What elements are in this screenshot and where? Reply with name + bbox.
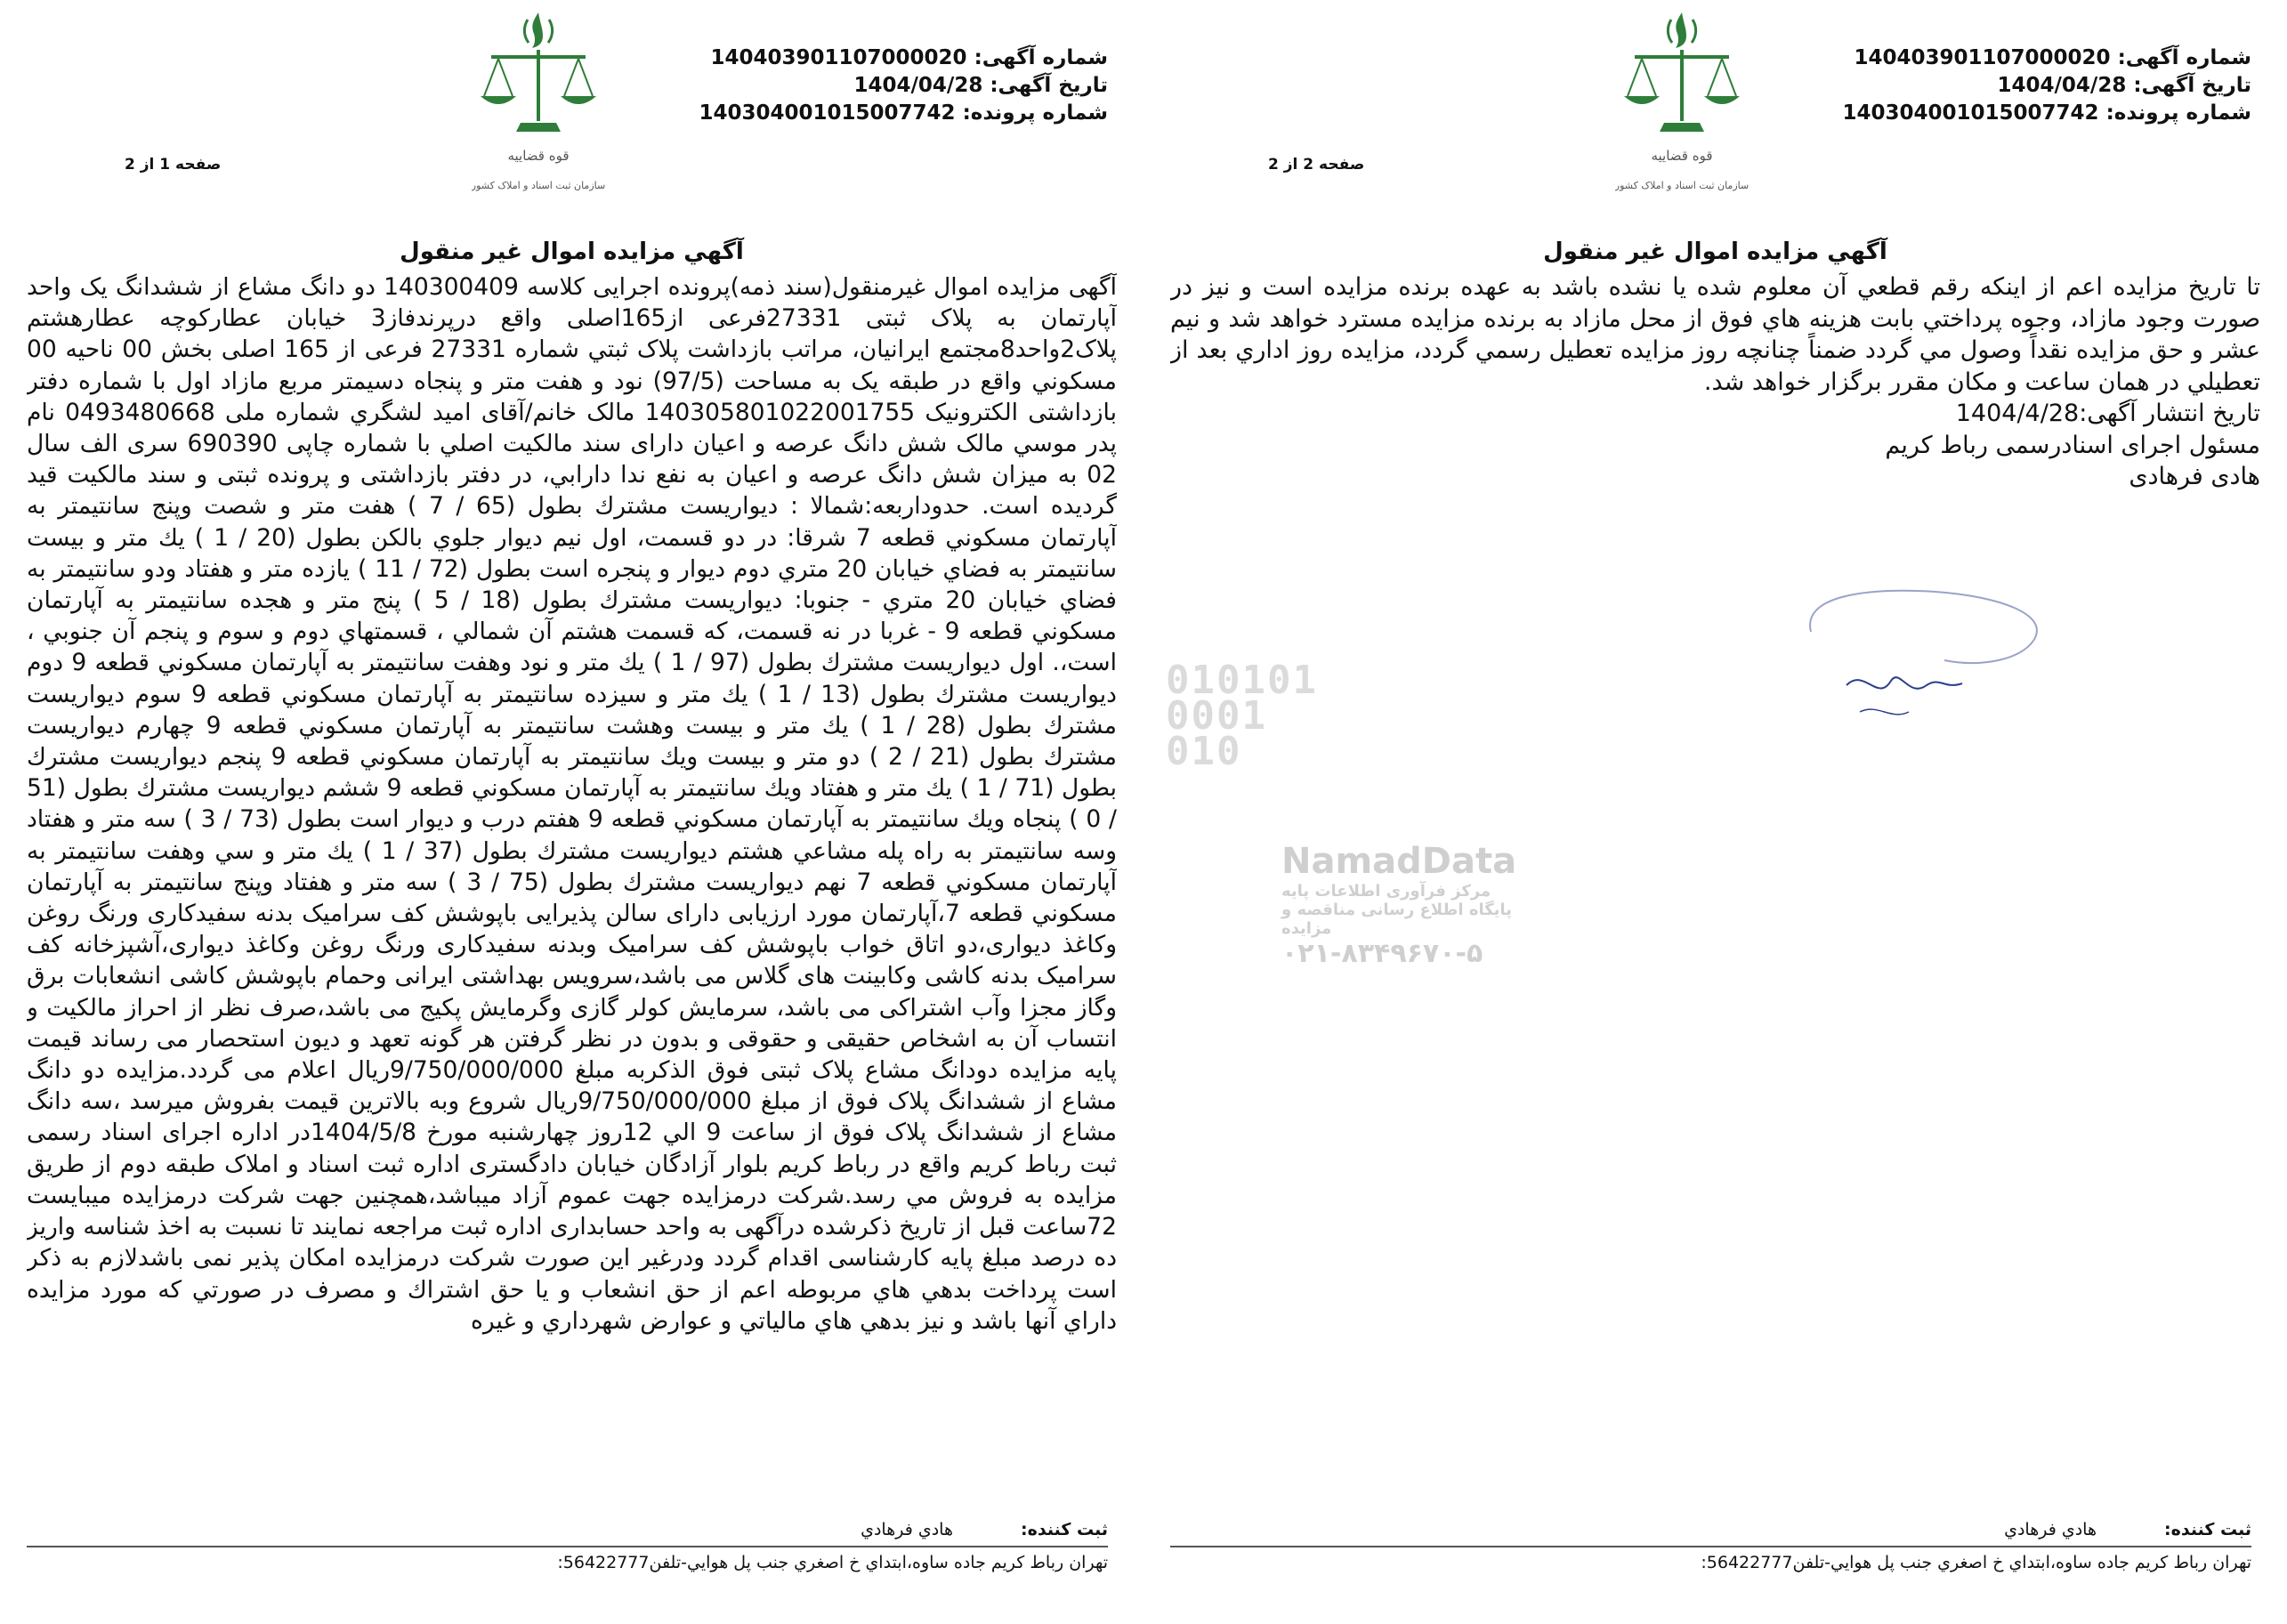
file-number-value: 140304001015007742 [699, 101, 956, 125]
registrar-line [2004, 1520, 2251, 1539]
notice-page-2 [1144, 0, 2287, 1624]
footer-divider [27, 1546, 1108, 1547]
notice-meta [699, 44, 1108, 127]
file-number-value: 140304001015007742 [1842, 101, 2099, 125]
publish-date-line: تاريخ انتشار آگهی:1404/4/28 [1955, 400, 2260, 427]
emblem-caption: قوه قضاییه [507, 148, 570, 164]
emblem-subcaption: سازمان ثبت اسناد و املاک کشور [472, 180, 605, 191]
page-number: صفحه 1 از 2 [125, 156, 222, 174]
notice-body-continued: تا تاريخ مزايده اعم از اينكه رقم قطعي آن معلوم شده يا نشده باشد به عهده برنده مزايده است و نيز در صورت وجود مازاد، وجوه پرداختي بابت هزينه هاي فوق از محل مازاد به برنده مزايده مسترد خواهد شد و نيم عشر و حق مزايده نقداً وصول مي گردد ضمناً چنانچه روز مزايده تعطيل رسمي گردد، مزايده روز اداري بعد از تعطيلي در همان ساعت و مكان مقرر برگزار خواهد شد. [1170, 273, 2260, 396]
office-address: تهران رباط كريم جاده ساوه،ابتداي خ اصغري جنب پل هوايي-تلفن56422777: [1701, 1553, 2251, 1572]
ad-number-value: 140403901107000020 [710, 46, 967, 69]
ad-number-value: 140403901107000020 [1854, 46, 2111, 69]
file-number-label: شماره پرونده: [962, 101, 1108, 125]
ad-number-label: شماره آگهی: [974, 46, 1108, 69]
notice-title: آگهي مزايده اموال غير منقول [400, 238, 744, 265]
ad-date-label: تاریخ آگهی: [990, 74, 1108, 97]
notice-body [1170, 271, 2260, 493]
emblem-caption: قوه قضاییه [1651, 148, 1713, 164]
ad-date-row [699, 72, 1108, 100]
page-number: صفحه 2 از 2 [1268, 156, 1365, 174]
notice-body: آگهی مزایده اموال غیرمنقول(سند ذمه)پرونده اجرایی کلاسه 140300409 دو دانگ مشاع از ششدانگ یک واحد آپارتمان به پلاک ثبتی 27331فرعی از165اصلی واقع درپرندفاز3 خیابان عطارکوچه عطارهشتم پلاک2واحد8مجتمع ایرانیان، مراتب بازداشت پلاک ثبتي شماره 27331 فرعی از 165 اصلی بخش 00 ناحیه 00 مسكوني واقع در طبقه یک به مساحت (97/5) نود و هفت متر و پنجاه دسيمتر مربع مازاد اول با شماره دفتر بازداشتی الکترونیک 140305801022001755 مالک خانم/آقای امید لشگري شماره ملی 0493480668 نام پدر موسي مالک شش دانگ عرصه و اعيان دارای سند مالکیت اصلي با شماره چاپی 690390 سری الف سال 02 به میزان شش دانگ عرصه و اعيان به نفع ندا دارابي، در دفتر بازداشتی و پرونده ثبتی و سند مالکیت قید گردیده است. حدوداربعه:شمالا : ديواريست مشترك بطول (65 / 7 ) هفت متر و شصت وپنج سانتيمتر به آپارتمان مسكوني قطعه 7 شرقا: در دو قسمت، اول نيم ديوار جلوي بالكن بطول (20 / 1 ) يك متر و بيست سانتيمتر به فضاي خيابان 20 متري دوم ديوار و پنجره است بطول (72 / 11 ) يازده متر و هفتاد ودو سانتيمتر به فضاي خيابان 20 متري - جنوبا: ديواريست مشترك بطول (18 / 5 ) پنج متر و هجده سانتيمتر به آپارتمان مسكوني قطعه 9 - غربا در نه قسمت، كه قسمت هشتم آن شمالي ، قسمتهاي دوم و سوم و پنجم آن جنوبي ، است،. اول ديواريست مشترك بطول (97 / 1 ) يك متر و نود وهفت سانتيمتر به آپارتمان مسكوني قطعه 9 دوم ديواريست مشترك بطول (13 / 1 ) يك متر و سيزده سانتيمتر به آپارتمان مسكوني قطعه 9 سوم ديواريست مشترك بطول (28 / 1 ) يك متر و بيست وهشت سانتيمتر به آپارتمان مسكوني قطعه 9 چهارم ديواريست مشترك بطول (21 / 2 ) دو متر و بيست ويك سانتيمتر به آپارتمان مسكوني قطعه 9 پنجم ديواريست مشترك بطول (71 / 1 ) يك متر و هفتاد ويك سانتيمتر به آپارتمان مسكوني قطعه 9 ششم ديواريست مشترك بطول (51 / 0 ) پنجاه ويك سانتيمتر به آپارتمان مسكوني قطعه 9 هفتم درب و ديوار است بطول (73 / 3 ) سه متر و هفتاد وسه سانتيمتر به راه پله مشاعي هشتم ديواريست مشترك بطول (37 / 1 ) يك متر و سي وهفت سانتيمتر به آپارتمان مسكوني قطعه 7 نهم ديواريست مشترك بطول (75 / 3 ) سه متر و هفتاد وپنج سانتيمتر به آپارتمان مسكوني قطعه 7،آپارتمان مورد ارزیابی دارای سالن پذیرایی باپوشش کف سرامیک بدنه سفیدکاری ورنگ روغن وکاغذ دیواری،دو اتاق خواب باپوشش کف سرامیک وبدنه سفیدکاری ورنگ روغن وکاغذ دیواری،آشپزخانه کف سرامیک بدنه کاشی وکابینت های گلاس می باشد،سرویس بهداشتی ایرانی وحمام باپوشش کاشی انشعابات برق وگاز مجزا وآب اشتراکی می باشد، سرمایش کولر گازی وگرمایش پکیج می باشد،صرف نظر از احراز مالکیت و انتساب آن به اشخاص حقیقی و حقوقی و بدون در نظر گرفتن هر گونه تعهد و دیون استحصار می رساند قیمت پایه مزایده دودانگ مشاع پلاک ثبتی فوق الذکربه مبلغ 9/750/000/000ریال اعلام می گردد.مزایده دو دانگ مشاع از ششدانگ پلاک فوق از مبلغ 9/750/000/000ریال شروع وبه بالاترین قیمت بفروش میرسد ،سه دانگ مشاع از ششدانگ پلاک فوق از ساعت 9 الي 12روز چهارشنبه مورخ 1404/5/8در اداره اجرای اسناد رسمی ثبت رباط کریم واقع در رباط کریم بلوار آزادگان خیابان دادگستری اداره ثبت اسناد و املاک طبقه دوم از طریق مزایده به فروش مي رسد.شرکت درمزایده جهت عموم آزاد میباشد،همچنین جهت شرکت درمزایده میبایست 72ساعت قبل از تاریخ ذکرشده درآگهی به واحد حسابداری اداره ثبت مراجعه نمایند تا نسبت به اخذ شناسه واریز ده درصد مبلغ پایه کارشناسی اقدام گردد ودرغیر این صورت شرکت درمزایده امکان پذیر نمی باشدلازم به ذکر است پرداخت بدهي هاي مربوطه اعم از حق انشعاب و يا حق اشتراك و مصرف در صورتي كه مورد مزايده داراي آنها باشد و نيز بدهي هاي مالياتي و عوارض شهرداري و غيره [27, 273, 1117, 1335]
watermark-digits: 010101 0001 010 [1166, 658, 1318, 774]
file-number-row [699, 100, 1108, 127]
judiciary-emblem-logo [472, 7, 605, 203]
notice-title: آگهي مزايده اموال غير منقول [1543, 238, 1887, 265]
judiciary-emblem-logo [1615, 7, 1749, 203]
registrar-name: هادي فرهادي [2004, 1520, 2097, 1539]
notice-meta [1842, 44, 2251, 127]
ad-date-label: تاریخ آگهی: [2133, 74, 2251, 97]
watermark-brand: NamadData مرکز فرآوری اطلاعات پایه پایگاه اطلاع رسانی مناقصه و مزایده ۰۲۱-۸۳۴۹۶۷۰-۵ [1281, 841, 1517, 969]
ad-date-value: 1404/04/28 [853, 74, 983, 97]
official-title: مسئول اجرای اسنادرسمی رباط کریم [1885, 431, 2260, 459]
ad-number-row [1842, 44, 2251, 72]
official-name: هادی فرهادی [2129, 463, 2260, 490]
office-address: تهران رباط كريم جاده ساوه،ابتداي خ اصغري جنب پل هوايي-تلفن56422777: [557, 1553, 1108, 1572]
ad-number-row [699, 44, 1108, 72]
ad-date-value: 1404/04/28 [1997, 74, 2127, 97]
ad-number-label: شماره آگهی: [2117, 46, 2251, 69]
ad-date-row [1842, 72, 2251, 100]
registrar-label: ثبت کننده: [1021, 1520, 1108, 1539]
file-number-label: شماره پرونده: [2105, 101, 2251, 125]
footer-divider [1170, 1546, 2251, 1547]
emblem-subcaption: سازمان ثبت اسناد و املاک کشور [1615, 180, 1749, 191]
handwritten-signature [1793, 578, 2060, 747]
registrar-name: هادي فرهادي [861, 1520, 953, 1539]
file-number-row [1842, 100, 2251, 127]
registrar-line [861, 1520, 1108, 1539]
registrar-label: ثبت کننده: [2164, 1520, 2251, 1539]
